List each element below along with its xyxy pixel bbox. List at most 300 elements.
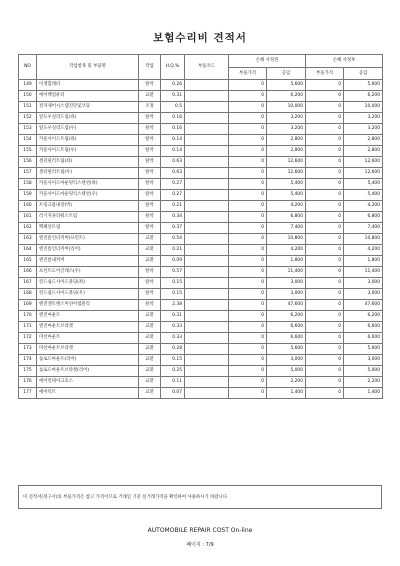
- row-no: 171: [19, 321, 37, 332]
- row-hq: 0.07: [161, 387, 185, 398]
- row-work-type: 탈착: [139, 211, 161, 222]
- row-part-price: 0: [229, 266, 267, 277]
- row-part-price: 0: [229, 233, 267, 244]
- row-labor: 6,600: [267, 321, 306, 332]
- row-part-price-after: 0: [306, 310, 344, 321]
- row-no: 177: [19, 387, 37, 398]
- table-row: [19, 277, 383, 288]
- row-part-price-after: 0: [306, 189, 344, 200]
- row-part-code: [185, 101, 229, 112]
- row-part-price-after: 0: [306, 332, 344, 343]
- row-part-price-after: 0: [306, 255, 344, 266]
- table-row: [19, 189, 383, 200]
- table-row: [19, 321, 383, 332]
- row-part-price: 0: [229, 222, 267, 233]
- row-hq: 0.09: [161, 255, 185, 266]
- row-part-price-after: 0: [306, 90, 344, 101]
- row-labor-after: 1,800: [344, 255, 383, 266]
- row-no: 165: [19, 255, 37, 266]
- row-part-code: [185, 277, 229, 288]
- row-part-price: 0: [229, 332, 267, 343]
- row-part-price: 0: [229, 376, 267, 387]
- row-item-name: 에어덕트: [37, 387, 139, 398]
- row-no: 173: [19, 343, 37, 354]
- row-labor-after: 6,200: [344, 310, 383, 321]
- row-part-code: [185, 233, 229, 244]
- table-row: [19, 255, 383, 266]
- row-labor-after: 5,600: [344, 343, 383, 354]
- row-hq: 0.37: [161, 222, 185, 233]
- footer-title: AUTOMOBILE REPAIR COST On-line: [147, 527, 253, 534]
- row-part-code: [185, 244, 229, 255]
- row-no: 151: [19, 101, 37, 112]
- row-part-price: 0: [229, 365, 267, 376]
- row-item-name: 카울사이드트림(우): [37, 145, 139, 156]
- row-part-price: 0: [229, 112, 267, 123]
- row-labor: 47,600: [267, 299, 306, 310]
- row-labor: 10,000: [267, 101, 306, 112]
- table-row: [19, 145, 383, 156]
- row-part-code: [185, 123, 229, 134]
- row-labor-after: 7,400: [344, 222, 383, 233]
- row-part-price-after: 0: [306, 299, 344, 310]
- row-item-name: 프런트도어글래스(우): [37, 266, 139, 277]
- row-part-code: [185, 134, 229, 145]
- row-labor-after: 4,200: [344, 200, 383, 211]
- row-item-name: 에어컨테이크호스: [37, 376, 139, 387]
- row-part-code: [185, 211, 229, 222]
- row-part-price: 0: [229, 90, 267, 101]
- disclaimer-note: 이 견적서(정구서)의 부품가격은 참고 가격이므로 거래일 기준 실거래가격을 확인하여 사용하시기 바랍니다.: [18, 485, 382, 509]
- row-no: 176: [19, 376, 37, 387]
- row-item-name: 윈드쉴드사이드몰딩(좌): [37, 277, 139, 288]
- row-part-price: 0: [229, 156, 267, 167]
- row-item-name: 윈드쉴드사이드몰딩(우): [37, 288, 139, 299]
- table-row: [19, 365, 383, 376]
- row-hq: 0.5: [161, 101, 185, 112]
- row-labor-after: 10,800: [344, 233, 383, 244]
- row-part-price: 0: [229, 244, 267, 255]
- row-work-type: 탈착: [139, 134, 161, 145]
- row-hq: 0.11: [161, 376, 185, 387]
- row-no: 175: [19, 365, 37, 376]
- row-part-price-after: 0: [306, 233, 344, 244]
- row-labor-after: 2,800: [344, 134, 383, 145]
- row-part-code: [185, 299, 229, 310]
- row-labor-after: 3,200: [344, 112, 383, 123]
- row-part-code: [185, 354, 229, 365]
- row-labor-after: 5,000: [344, 365, 383, 376]
- row-hq: 0.15: [161, 288, 185, 299]
- row-part-price: 0: [229, 145, 267, 156]
- row-no: 162: [19, 222, 37, 233]
- row-work-type: 교환: [139, 244, 161, 255]
- row-no: 172: [19, 332, 37, 343]
- row-item-name: 롤로드마운트브라켓(리어): [37, 365, 139, 376]
- row-part-price: 0: [229, 354, 267, 365]
- row-labor: 5,400: [267, 178, 306, 189]
- row-labor: 5,600: [267, 80, 306, 91]
- table-row: [19, 90, 383, 101]
- row-item-name: 전자제어시스템진단및코딩: [37, 101, 139, 112]
- row-part-price: 0: [229, 200, 267, 211]
- row-part-price: 0: [229, 134, 267, 145]
- row-work-type: 탈착: [139, 167, 161, 178]
- table-row: [19, 310, 383, 321]
- row-part-price-after: 0: [306, 134, 344, 145]
- row-work-type: 조정: [139, 101, 161, 112]
- row-labor: 10,800: [267, 233, 306, 244]
- row-labor: 2,800: [267, 134, 306, 145]
- row-no: 161: [19, 211, 37, 222]
- table-row: [19, 123, 383, 134]
- row-labor: 4,200: [267, 200, 306, 211]
- col-header-before-adjust: 손해 사정전: [229, 55, 306, 68]
- row-part-price-after: 0: [306, 167, 344, 178]
- row-part-price: 0: [229, 211, 267, 222]
- row-labor-after: 10,000: [344, 101, 383, 112]
- row-item-name: 러기지플라워스트립: [37, 211, 139, 222]
- row-work-type: 교환: [139, 343, 161, 354]
- estimate-table: [18, 54, 383, 399]
- row-work-type: 교환: [139, 376, 161, 387]
- row-part-code: [185, 189, 229, 200]
- row-work-type: 교환: [139, 354, 161, 365]
- row-no: 169: [19, 299, 37, 310]
- row-labor-after: 6,600: [344, 321, 383, 332]
- row-part-price: 0: [229, 255, 267, 266]
- row-labor-after: 1,400: [344, 387, 383, 398]
- row-work-type: 탈착: [139, 299, 161, 310]
- row-no: 167: [19, 277, 37, 288]
- row-part-price-after: 0: [306, 112, 344, 123]
- row-hq: 2.38: [161, 299, 185, 310]
- table-row: [19, 299, 383, 310]
- row-part-price-after: 0: [306, 200, 344, 211]
- row-labor: 2,200: [267, 376, 306, 387]
- row-work-type: 탈착: [139, 277, 161, 288]
- row-part-price: 0: [229, 80, 267, 91]
- row-item-name: 엔진마운트: [37, 310, 139, 321]
- row-hq: 0.31: [161, 310, 185, 321]
- col-header-after-adjust: 손해 사정후: [306, 55, 383, 68]
- row-labor: 6,200: [267, 310, 306, 321]
- row-item-name: 카울사이드트림(좌): [37, 134, 139, 145]
- page-number: 페이지 : 7/9: [186, 542, 214, 548]
- row-no: 168: [19, 288, 37, 299]
- row-item-name: 이생합레터: [37, 80, 139, 91]
- row-work-type: 탈착: [139, 145, 161, 156]
- row-labor: 3,000: [267, 288, 306, 299]
- row-labor: 3,200: [267, 112, 306, 123]
- col-header-no: NO: [19, 55, 37, 80]
- row-part-price-after: 0: [306, 266, 344, 277]
- row-part-price-after: 0: [306, 376, 344, 387]
- row-work-type: 탈착: [139, 266, 161, 277]
- row-no: 153: [19, 123, 37, 134]
- row-hq: 0.21: [161, 244, 185, 255]
- row-part-price: 0: [229, 178, 267, 189]
- row-part-price: 0: [229, 387, 267, 398]
- row-part-price: 0: [229, 310, 267, 321]
- row-item-name: 센터필러트림(우): [37, 167, 139, 178]
- row-part-price-after: 0: [306, 80, 344, 91]
- row-work-type: 교환: [139, 233, 161, 244]
- row-item-name: 센터필러트림(좌): [37, 156, 139, 167]
- row-item-name: 카울사이드마운팅익스텐션(우): [37, 189, 139, 200]
- row-labor: 5,400: [267, 189, 306, 200]
- row-item-name: 미션마운트: [37, 332, 139, 343]
- row-item-name: 엔진마운트브라켓: [37, 321, 139, 332]
- row-item-name: 카울사이드마운팅익스텐션(좌): [37, 178, 139, 189]
- table-body: [19, 80, 383, 399]
- row-work-type: 탈착: [139, 200, 161, 211]
- table-row: [19, 134, 383, 145]
- row-part-code: [185, 222, 229, 233]
- row-no: 163: [19, 233, 37, 244]
- row-work-type: 탈착: [139, 189, 161, 200]
- row-part-code: [185, 178, 229, 189]
- table-row: [19, 387, 383, 398]
- row-hq: 0.63: [161, 167, 185, 178]
- row-labor: 5,600: [267, 343, 306, 354]
- row-part-code: [185, 332, 229, 343]
- row-labor: 1,400: [267, 387, 306, 398]
- row-part-code: [185, 288, 229, 299]
- row-part-code: [185, 156, 229, 167]
- row-labor-after: 5,400: [344, 189, 383, 200]
- table-header: [19, 55, 383, 80]
- row-no: 164: [19, 244, 37, 255]
- row-hq: 0.25: [161, 365, 185, 376]
- row-hq: 0.63: [161, 156, 185, 167]
- row-labor: 6,600: [267, 332, 306, 343]
- row-part-code: [185, 266, 229, 277]
- row-labor-after: 12,600: [344, 167, 383, 178]
- row-no: 149: [19, 80, 37, 91]
- table-row: [19, 101, 383, 112]
- table-row: [19, 376, 383, 387]
- row-labor: 3,000: [267, 277, 306, 288]
- row-item-name: 엔진룸언더커버(리어): [37, 244, 139, 255]
- row-work-type: 교환: [139, 90, 161, 101]
- row-part-code: [185, 255, 229, 266]
- row-labor: 7,400: [267, 222, 306, 233]
- row-labor-after: 3,000: [344, 277, 383, 288]
- table-row: [19, 80, 383, 91]
- row-part-price-after: 0: [306, 222, 344, 233]
- row-part-price: 0: [229, 321, 267, 332]
- row-hq: 0.33: [161, 332, 185, 343]
- row-item-name: 롤로드마운트(리어): [37, 354, 139, 365]
- table-row: [19, 156, 383, 167]
- row-part-price: 0: [229, 277, 267, 288]
- row-part-price: 0: [229, 288, 267, 299]
- row-part-code: [185, 112, 229, 123]
- table-row: [19, 244, 383, 255]
- table-row: [19, 233, 383, 244]
- row-work-type: 교환: [139, 310, 161, 321]
- row-part-code: [185, 145, 229, 156]
- row-work-type: 탈착: [139, 80, 161, 91]
- row-no: 157: [19, 167, 37, 178]
- row-hq: 0.34: [161, 211, 185, 222]
- col-header-work: 작업: [139, 55, 161, 80]
- row-part-code: [185, 310, 229, 321]
- row-labor: 12,600: [267, 156, 306, 167]
- table-row: [19, 288, 383, 299]
- row-item-name: 앞도우실리드립(우): [37, 123, 139, 134]
- document-title: 보험수리비 견적서: [153, 32, 247, 44]
- table-row: [19, 178, 383, 189]
- row-part-price-after: 0: [306, 244, 344, 255]
- row-no: 166: [19, 266, 37, 277]
- row-labor-after: 5,400: [344, 178, 383, 189]
- row-labor-after: 6,800: [344, 211, 383, 222]
- row-labor: 12,600: [267, 167, 306, 178]
- row-labor: 6,200: [267, 90, 306, 101]
- row-hq: 0.54: [161, 233, 185, 244]
- row-labor-after: 11,400: [344, 266, 383, 277]
- row-labor-after: 3,000: [344, 354, 383, 365]
- row-hq: 0.21: [161, 200, 185, 211]
- row-labor-after: 3,000: [344, 288, 383, 299]
- row-item-name: 미션마운트브라켓: [37, 343, 139, 354]
- col-header-labor-after: 공임: [344, 67, 383, 80]
- row-hq: 0.28: [161, 343, 185, 354]
- row-part-code: [185, 200, 229, 211]
- row-work-type: 탈착: [139, 156, 161, 167]
- row-labor-after: 4,200: [344, 244, 383, 255]
- row-hq: 0.26: [161, 80, 185, 91]
- row-hq: 0.27: [161, 189, 185, 200]
- row-labor: 1,800: [267, 255, 306, 266]
- row-part-price-after: 0: [306, 321, 344, 332]
- row-part-price-after: 0: [306, 101, 344, 112]
- row-part-price: 0: [229, 123, 267, 134]
- row-item-name: 에어백컴퓨터: [37, 90, 139, 101]
- table-row: [19, 266, 383, 277]
- row-part-price: 0: [229, 167, 267, 178]
- table-row: [19, 222, 383, 233]
- row-no: 159: [19, 189, 37, 200]
- col-header-part-code: 부품코드: [185, 55, 229, 80]
- table-row: [19, 332, 383, 343]
- row-no: 154: [19, 134, 37, 145]
- row-labor: 6,800: [267, 211, 306, 222]
- row-hq: 0.16: [161, 123, 185, 134]
- row-work-type: 교환: [139, 321, 161, 332]
- row-part-price: 0: [229, 343, 267, 354]
- row-hq: 0.33: [161, 321, 185, 332]
- row-work-type: 탈착: [139, 123, 161, 134]
- table-row: [19, 211, 383, 222]
- row-work-type: 교환: [139, 365, 161, 376]
- row-no: 174: [19, 354, 37, 365]
- row-part-code: [185, 365, 229, 376]
- row-part-code: [185, 90, 229, 101]
- row-part-price-after: 0: [306, 343, 344, 354]
- row-work-type: 탈착: [139, 112, 161, 123]
- col-header-hq: H.Q.%: [161, 55, 185, 80]
- row-labor-after: 5,600: [344, 80, 383, 91]
- row-no: 160: [19, 200, 37, 211]
- table-row: [19, 112, 383, 123]
- row-part-price-after: 0: [306, 354, 344, 365]
- row-hq: 0.57: [161, 266, 185, 277]
- row-part-price-after: 0: [306, 211, 344, 222]
- row-no: 170: [19, 310, 37, 321]
- table-row: [19, 343, 383, 354]
- row-work-type: 탈착: [139, 222, 161, 233]
- row-no: 150: [19, 90, 37, 101]
- row-hq: 0.27: [161, 178, 185, 189]
- table-row: [19, 167, 383, 178]
- row-part-price-after: 0: [306, 277, 344, 288]
- row-hq: 0.31: [161, 90, 185, 101]
- row-item-name: 앞도우실리드립(좌): [37, 112, 139, 123]
- row-part-price-after: 0: [306, 288, 344, 299]
- row-hq: 0.16: [161, 112, 185, 123]
- row-no: 158: [19, 178, 37, 189]
- row-labor: 5,000: [267, 365, 306, 376]
- row-work-type: 교환: [139, 255, 161, 266]
- row-no: 155: [19, 145, 37, 156]
- row-labor: 3,000: [267, 354, 306, 365]
- col-header-item: 작업항목 및 부품명: [37, 55, 139, 80]
- row-part-price-after: 0: [306, 178, 344, 189]
- row-item-name: 엔진앤트랜스미션어셈블리: [37, 299, 139, 310]
- row-part-code: [185, 376, 229, 387]
- row-part-code: [185, 387, 229, 398]
- row-labor: 4,200: [267, 244, 306, 255]
- row-labor-after: 2,800: [344, 145, 383, 156]
- table-row: [19, 200, 383, 211]
- row-hq: 0.14: [161, 134, 185, 145]
- row-labor: 11,400: [267, 266, 306, 277]
- row-part-price: 0: [229, 299, 267, 310]
- row-labor-after: 47,600: [344, 299, 383, 310]
- row-part-price-after: 0: [306, 365, 344, 376]
- row-item-name: 트렁크룸내장(벽): [37, 200, 139, 211]
- row-labor-after: 6,600: [344, 332, 383, 343]
- row-labor: 2,800: [267, 145, 306, 156]
- col-header-labor: 공임: [267, 67, 306, 80]
- row-part-price-after: 0: [306, 387, 344, 398]
- row-part-code: [185, 167, 229, 178]
- col-header-part-price-after: 부품가격: [306, 67, 344, 80]
- row-hq: 0.15: [161, 354, 185, 365]
- row-labor-after: 3,200: [344, 123, 383, 134]
- row-no: 152: [19, 112, 37, 123]
- row-labor: 3,200: [267, 123, 306, 134]
- row-hq: 0.15: [161, 277, 185, 288]
- row-part-price-after: 0: [306, 156, 344, 167]
- row-work-type: 탈착: [139, 288, 161, 299]
- col-header-part-price: 부품가격: [229, 67, 267, 80]
- row-part-code: [185, 80, 229, 91]
- row-part-price-after: 0: [306, 123, 344, 134]
- row-work-type: 교환: [139, 332, 161, 343]
- row-work-type: 교환: [139, 387, 161, 398]
- row-item-name: 엔진룸내커버: [37, 255, 139, 266]
- row-part-price-after: 0: [306, 145, 344, 156]
- row-labor-after: 2,200: [344, 376, 383, 387]
- row-labor-after: 6,200: [344, 90, 383, 101]
- row-item-name: 백패널트림: [37, 222, 139, 233]
- row-hq: 0.14: [161, 145, 185, 156]
- row-item-name: 엔진룸언더커버(프런트): [37, 233, 139, 244]
